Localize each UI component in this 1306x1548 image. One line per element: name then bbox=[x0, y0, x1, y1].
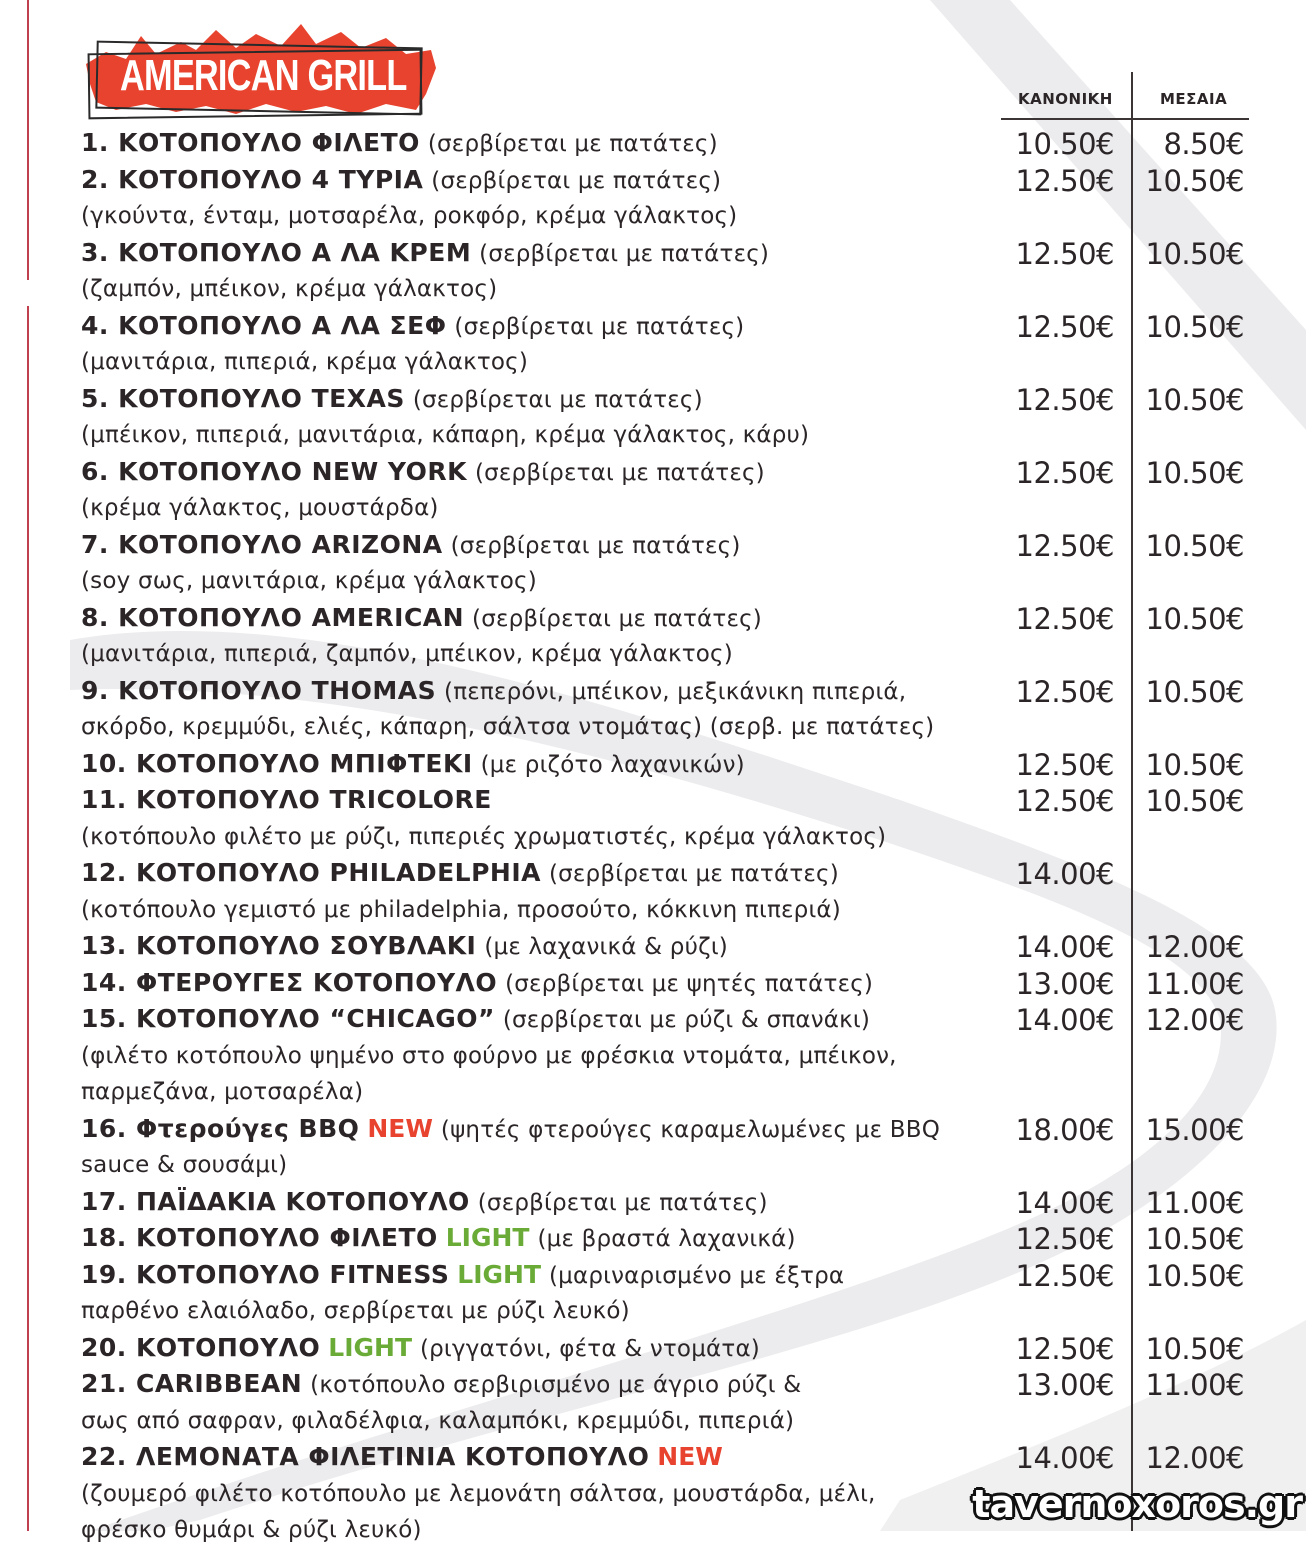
menu-item-note: (σερβίρεται με πατάτες) bbox=[472, 605, 762, 632]
price-medium: 10.50€ bbox=[1145, 1258, 1244, 1293]
menu-item-note: (σερβίρεται με πατάτες) bbox=[548, 861, 839, 887]
price-regular: 12.50€ bbox=[1015, 1258, 1114, 1293]
menu-item-name: 11. ΚΟΤΟΠΟΥΛΟ TRICOLORE bbox=[81, 785, 492, 814]
menu-item-name: 9. ΚΟΤΟΠΟΥΛΟ THOMAS bbox=[81, 675, 437, 705]
menu-item-description: παρμεζάνα, μοτσαρέλα) bbox=[81, 1079, 364, 1105]
menu-item-name: 4. ΚΟΤΟΠΟΥΛΟ Α ΛΑ ΣΕΦ bbox=[81, 310, 447, 340]
menu-item-description: (μανιτάρια, πιπεριά, κρέμα γάλακτος) bbox=[81, 349, 529, 375]
menu-item bbox=[81, 1111, 940, 1147]
menu-item-note: (κοτόπουλο σερβιρισμένο με άγριο ρύζι & bbox=[310, 1372, 802, 1398]
menu-item-description: (μανιτάρια, πιπεριά, ζαμπόν, μπέικον, κρέμα γάλακτος) bbox=[81, 641, 733, 667]
menu-item bbox=[81, 782, 492, 818]
price-regular: 18.00€ bbox=[1015, 1112, 1114, 1147]
price-regular: 14.00€ bbox=[1015, 1441, 1114, 1475]
menu-item-note: (πεπερόνι, μπέικον, μεξικάνικη πιπεριά, bbox=[444, 678, 907, 705]
price-regular: 12.50€ bbox=[1015, 747, 1114, 782]
price-medium: 10.50€ bbox=[1145, 163, 1244, 198]
price-regular: 12.50€ bbox=[1015, 382, 1114, 417]
menu-item bbox=[81, 600, 762, 636]
menu-item-note: (σερβίρεται με πατάτες) bbox=[427, 131, 718, 157]
menu-item-name: 7. ΚΟΤΟΠΟΥΛΟ ARIZONA bbox=[81, 529, 443, 559]
menu-item-name: 6. ΚΟΤΟΠΟΥΛΟ NEW YORK bbox=[81, 456, 467, 486]
light-badge: LIGHT bbox=[445, 1223, 530, 1252]
menu-item-description: σως από σαφραν, φιλαδέλφια, καλαμπόκι, κρεμμύδι, πιπεριά) bbox=[81, 1407, 795, 1434]
price-medium: 10.50€ bbox=[1145, 309, 1244, 344]
price-regular: 14.00€ bbox=[1015, 930, 1114, 964]
price-medium: 10.50€ bbox=[1145, 455, 1244, 490]
price-medium: 10.50€ bbox=[1145, 601, 1244, 636]
menu-item-name: 20. ΚΟΤΟΠΟΥΛΟ bbox=[81, 1332, 321, 1362]
menu-item-description: (soy σως, μανιτάρια, κρέμα γάλακτος) bbox=[81, 568, 537, 594]
menu-item bbox=[81, 308, 744, 344]
menu-item-name: 22. ΛΕΜΟΝΑΤΑ ΦΙΛΕΤΙΝΙΑ ΚΟΤΟΠΟΥΛΟ bbox=[81, 1442, 650, 1471]
column-divider bbox=[1131, 72, 1133, 1531]
menu-item-name: 14. ΦΤΕΡΟΥΓΕΣ ΚΟΤΟΠΟΥΛΟ bbox=[81, 967, 498, 997]
menu-item bbox=[81, 1184, 768, 1220]
menu-item bbox=[81, 1220, 796, 1256]
menu-item bbox=[81, 381, 703, 417]
menu-item-description: φρέσκο θυμάρι & ρύζι λευκό) bbox=[81, 1517, 422, 1543]
price-regular: 14.00€ bbox=[1015, 857, 1114, 891]
price-medium: 12.00€ bbox=[1145, 1441, 1244, 1475]
column-header-medium: ΜΕΣΑΙΑ bbox=[1160, 90, 1228, 108]
price-medium: 10.50€ bbox=[1145, 1331, 1244, 1366]
price-medium: 10.50€ bbox=[1145, 382, 1244, 417]
price-medium: 11.00€ bbox=[1145, 1368, 1244, 1402]
price-medium: 12.00€ bbox=[1145, 1003, 1244, 1037]
column-header-regular: ΚΑΝΟΝΙΚΗ bbox=[1018, 90, 1113, 108]
menu-item bbox=[81, 928, 728, 964]
price-medium: 12.00€ bbox=[1145, 930, 1244, 964]
menu-item-note: (σερβίρεται με πατάτες) bbox=[454, 313, 745, 340]
american-grill-logo bbox=[86, 14, 436, 114]
menu-item bbox=[81, 1001, 870, 1037]
menu-item-note: (σερβίρεται με πατάτες) bbox=[479, 240, 770, 267]
price-regular: 12.50€ bbox=[1015, 1222, 1114, 1256]
menu-item-description: (γκούντα, ένταμ, μοτσαρέλα, ροκφόρ, κρέμα γάλακτος) bbox=[81, 203, 738, 229]
menu-item-description: (κρέμα γάλακτος, μουστάρδα) bbox=[81, 495, 439, 521]
menu-item-description: sauce & σουσάμι) bbox=[81, 1152, 288, 1178]
menu-item-name: 12. ΚΟΤΟΠΟΥΛΟ PHILADELPHIA bbox=[81, 858, 541, 887]
menu-item-note: (με λαχανικά & ρύζι) bbox=[484, 934, 728, 960]
menu-item-description: (ζαμπόν, μπέικον, κρέμα γάλακτος) bbox=[81, 276, 498, 302]
menu-item-name: 2. ΚΟΤΟΠΟΥΛΟ 4 ΤΥΡΙΑ bbox=[81, 164, 424, 194]
menu-item bbox=[81, 1366, 801, 1402]
price-medium: 8.50€ bbox=[1163, 127, 1244, 161]
menu-item-note: (σερβίρεται με ψητές πατάτες) bbox=[505, 970, 874, 997]
price-regular: 12.50€ bbox=[1015, 528, 1114, 563]
menu-item-name: 8. ΚΟΤΟΠΟΥΛΟ AMERICAN bbox=[81, 602, 465, 632]
menu-item-name: 15. ΚΟΤΟΠΟΥΛΟ “CHICAGO” bbox=[81, 1004, 495, 1033]
price-regular: 12.50€ bbox=[1015, 163, 1114, 198]
menu-item bbox=[81, 454, 765, 490]
new-badge: NEW bbox=[367, 1113, 433, 1143]
menu-item-note: (με βραστά λαχανικά) bbox=[537, 1226, 796, 1252]
menu-item-description: παρθένο ελαιόλαδο, σερβίρεται με ρύζι λευκό) bbox=[81, 1298, 630, 1324]
price-regular: 13.00€ bbox=[1015, 1368, 1114, 1402]
menu-item bbox=[81, 125, 718, 161]
price-medium: 10.50€ bbox=[1145, 784, 1244, 818]
menu-item-description: (φιλέτο κοτόπουλο ψημένο στο φούρνο με φρέσκια ντομάτα, μπέικον, bbox=[81, 1042, 897, 1069]
price-regular: 12.50€ bbox=[1015, 236, 1114, 271]
price-medium: 10.50€ bbox=[1145, 674, 1244, 709]
price-medium: 11.00€ bbox=[1145, 1185, 1244, 1220]
price-medium: 11.00€ bbox=[1145, 966, 1244, 1001]
price-medium: 15.00€ bbox=[1145, 1112, 1244, 1147]
menu-item-name: 17. ΠΑΪΔΑΚΙΑ ΚΟΤΟΠΟΥΛΟ bbox=[81, 1186, 470, 1216]
menu-item bbox=[81, 527, 741, 563]
price-regular: 10.50€ bbox=[1015, 127, 1114, 161]
menu-item-name: 5. ΚΟΤΟΠΟΥΛΟ TEXAS bbox=[81, 383, 405, 413]
menu-item bbox=[81, 746, 745, 782]
menu-item-note: (ψητές φτερούγες καραμελωμένες με BBQ bbox=[440, 1116, 940, 1143]
left-margin-rule-gap bbox=[27, 280, 29, 306]
menu-item bbox=[81, 1330, 760, 1366]
price-medium: 10.50€ bbox=[1145, 747, 1244, 782]
menu-item-note: (σερβίρεται με πατάτες) bbox=[450, 532, 741, 559]
menu-item-note: (μαριναρισμένο με έξτρα bbox=[548, 1262, 845, 1289]
menu-item-name: 13. ΚΟΤΟΠΟΥΛΟ ΣΟΥΒΛΑΚΙ bbox=[81, 931, 477, 960]
menu-item-description: (κοτόπουλο γεμιστό με philadelphia, προσούτο, κόκκινη πιπεριά) bbox=[81, 896, 841, 923]
menu-item-name: 21. CARIBBEAN bbox=[81, 1369, 303, 1398]
price-regular: 13.00€ bbox=[1015, 966, 1114, 1001]
price-regular: 12.50€ bbox=[1015, 309, 1114, 344]
light-badge: LIGHT bbox=[328, 1332, 412, 1362]
menu-item-note: (σερβίρεται με πατάτες) bbox=[474, 459, 765, 486]
price-regular: 12.50€ bbox=[1015, 601, 1114, 636]
menu-item-note: (σερβίρεται με ρύζι & σπανάκι) bbox=[502, 1007, 871, 1033]
menu-item-description: σκόρδο, κρεμμύδι, ελιές, κάπαρη, σάλτσα ντομάτας) (σερβ. με πατάτες) bbox=[81, 714, 935, 740]
menu-item-name: 10. ΚΟΤΟΠΟΥΛΟ ΜΠΙΦΤΕΚΙ bbox=[81, 748, 473, 778]
menu-item-description: (μπέικον, πιπεριά, μανιτάρια, κάπαρη, κρέμα γάλακτος, κάρυ) bbox=[81, 422, 810, 448]
menu-item-name: 3. ΚΟΤΟΠΟΥΛΟ Α ΛΑ ΚΡΕΜ bbox=[81, 237, 472, 267]
light-badge: LIGHT bbox=[457, 1259, 542, 1289]
menu-item bbox=[81, 855, 839, 891]
menu-item bbox=[81, 965, 873, 1001]
menu-item-note: (με ριζότο λαχανικών) bbox=[480, 751, 745, 778]
menu-item-note: (ριγγατόνι, φέτα & ντομάτα) bbox=[419, 1335, 760, 1362]
menu-item bbox=[81, 673, 906, 709]
menu-item-description: (κοτόπουλο φιλέτο με ρύζι, πιπεριές χρωματιστές, κρέμα γάλακτος) bbox=[81, 823, 887, 850]
new-badge: NEW bbox=[657, 1442, 723, 1471]
menu-item-description: (ζουμερό φιλέτο κοτόπουλο με λεμονάτη σάλτσα, μουστάρδα, μέλι, bbox=[81, 1480, 876, 1507]
menu-item bbox=[81, 1257, 844, 1293]
price-medium: 10.50€ bbox=[1145, 1222, 1244, 1256]
watermark: tavernoxoros.gr bbox=[972, 1482, 1302, 1526]
menu-item-note: (σερβίρεται με πατάτες) bbox=[431, 167, 722, 194]
menu-item bbox=[81, 235, 769, 271]
price-regular: 12.50€ bbox=[1015, 674, 1114, 709]
price-regular: 12.50€ bbox=[1015, 455, 1114, 490]
section-title: AMERICAN GRILL bbox=[120, 51, 407, 100]
price-regular: 12.50€ bbox=[1015, 1331, 1114, 1366]
price-medium: 10.50€ bbox=[1145, 236, 1244, 271]
left-margin-rule bbox=[27, 0, 29, 1531]
header-divider bbox=[1001, 118, 1249, 120]
menu-item-name: 16. Φτερούγες BBQ bbox=[81, 1113, 360, 1143]
price-regular: 14.00€ bbox=[1015, 1003, 1114, 1037]
menu-item-name: 1. ΚΟΤΟΠΟΥΛΟ ΦΙΛΕΤΟ bbox=[81, 128, 420, 157]
menu-item-name: 19. ΚΟΤΟΠΟΥΛΟ FITNESS bbox=[81, 1259, 450, 1289]
price-regular: 14.00€ bbox=[1015, 1185, 1114, 1220]
menu-item-note: (σερβίρεται με πατάτες) bbox=[477, 1189, 768, 1216]
menu-item-note: (σερβίρεται με πατάτες) bbox=[412, 386, 703, 413]
menu-item bbox=[81, 162, 721, 198]
menu-item-name: 18. ΚΟΤΟΠΟΥΛΟ ΦΙΛΕΤΟ bbox=[81, 1223, 438, 1252]
menu-item bbox=[81, 1439, 723, 1475]
price-medium: 10.50€ bbox=[1145, 528, 1244, 563]
price-regular: 12.50€ bbox=[1015, 784, 1114, 818]
